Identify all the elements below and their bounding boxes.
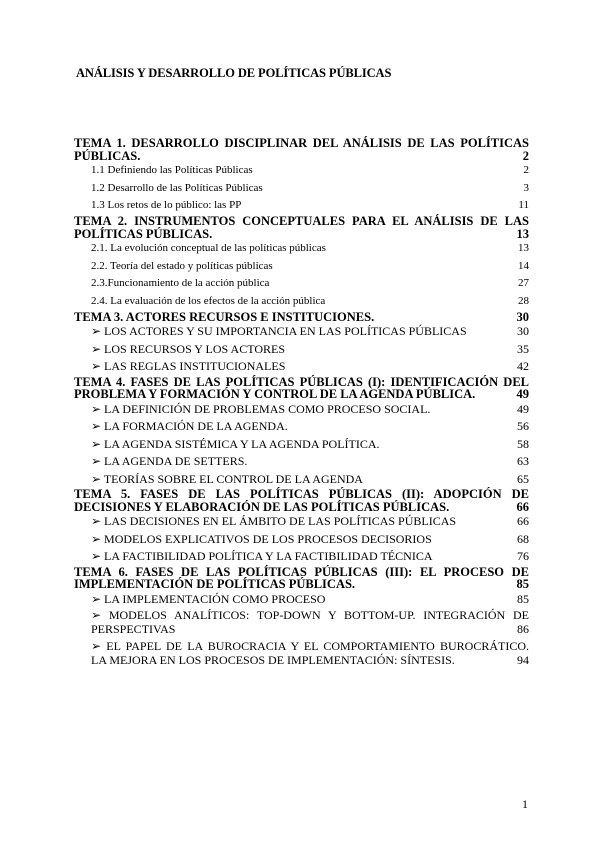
toc-item-3-3[interactable]: [74, 358, 529, 376]
item-label: 2.2. Teoría del estado y políticas públicas: [91, 259, 273, 272]
toc-item-4-4[interactable]: [74, 453, 529, 471]
item-page: 85: [517, 591, 529, 606]
item-label-line1: ➢ MODELOS ANALÍTICOS: TOP-DOWN Y BOTTOM-UP. INTEGRACIÓN DE: [91, 608, 529, 623]
toc-item-2-1[interactable]: [74, 240, 529, 258]
toc-item-3-2[interactable]: [74, 341, 529, 359]
item-label-line1: ➢ EL PAPEL DE LA BUROCRACIA Y EL COMPORTAMIENTO BUROCRÁTICO.: [91, 639, 529, 654]
item-label: 2.1. La evolución conceptual de las políticas públicas: [91, 242, 326, 255]
item-label: ➢ LA DEFINICIÓN DE PROBLEMAS COMO PROCESO SOCIAL.: [91, 401, 431, 416]
item-page: 49: [517, 401, 529, 416]
tema-2-page: 13: [516, 226, 529, 241]
toc-tema-3[interactable]: [74, 311, 529, 324]
toc-tema-5[interactable]: [74, 488, 529, 513]
tema-4-line2: PROBLEMA Y FORMACIÓN Y CONTROL DE LA AGENDA PÚBLICA.: [74, 387, 476, 402]
item-page: 27: [518, 277, 529, 290]
item-page: 63: [517, 454, 529, 469]
item-page: 94: [517, 653, 529, 668]
toc-item-2-2[interactable]: [74, 258, 529, 276]
item-label-line2: LA MEJORA EN LOS PROCESOS DE IMPLEMENTACIÓN: SÍNTESIS.: [91, 653, 455, 668]
tema-4-page: 49: [516, 387, 529, 402]
item-page: 13: [518, 242, 529, 255]
tema-6-page: 85: [516, 577, 529, 592]
document-title: ANÁLISIS Y DESARROLLO DE POLÍTICAS PÚBLICAS: [76, 66, 392, 80]
toc-tema-6[interactable]: [74, 566, 529, 591]
item-page: 11: [518, 199, 529, 212]
tema-5-line1: TEMA 5. FASES DE LAS POLÍTICAS PÚBLICAS (II): ADOPCIÓN DE: [74, 487, 529, 502]
tema-5-page: 66: [516, 499, 529, 514]
toc-item-1-2[interactable]: [74, 180, 529, 198]
toc-item-5-1[interactable]: [74, 513, 529, 531]
item-page: 86: [517, 622, 529, 637]
toc-item-5-3[interactable]: [74, 548, 529, 566]
item-page: 58: [517, 436, 529, 451]
tema-3-line1: TEMA 3. ACTORES RECURSOS E INSTITUCIONES.: [74, 309, 375, 324]
item-label: ➢ LA FORMACIÓN DE LA AGENDA.: [91, 419, 288, 434]
item-page: 56: [517, 419, 529, 434]
item-page: 2: [523, 164, 529, 176]
toc-item-5-2[interactable]: [74, 531, 529, 549]
toc-item-4-3[interactable]: [74, 436, 529, 454]
toc-tema-1[interactable]: [74, 137, 529, 162]
toc-item-2-4[interactable]: [74, 293, 529, 311]
item-label: 1.3 Los retos de lo público: las PP: [91, 199, 242, 212]
item-label: ➢ LAS REGLAS INSTITUCIONALES: [91, 359, 286, 374]
item-page: 65: [517, 471, 529, 486]
item-label: ➢ TEORÍAS SOBRE EL CONTROL DE LA AGENDA: [91, 471, 363, 486]
item-label: 1.2 Desarrollo de las Políticas Públicas: [91, 181, 263, 194]
tema-6-line1: TEMA 6. FASES DE LAS POLÍTICAS PÚBLICAS (III): EL PROCESO DE: [74, 564, 529, 579]
toc-item-6-3[interactable]: [74, 639, 529, 667]
page-number: 1: [522, 797, 528, 811]
toc-item-3-1[interactable]: [74, 323, 529, 341]
item-label: ➢ LAS DECISIONES EN EL ÁMBITO DE LAS POLÍTICAS PÚBLICAS: [91, 514, 457, 529]
toc-item-6-1[interactable]: [74, 591, 529, 609]
toc-item-1-3[interactable]: [74, 197, 529, 215]
tema-2-line2: POLÍTICAS PÚBLICAS.: [74, 226, 213, 241]
tema-1-line1: TEMA 1. DESARROLLO DISCIPLINAR DEL ANÁLISIS DE LAS POLÍTICAS: [74, 136, 529, 150]
item-page: 68: [517, 531, 529, 546]
item-label: ➢ LOS ACTORES Y SU IMPORTANCIA EN LAS POLÍTICAS PÚBLICAS: [91, 324, 467, 339]
toc-item-2-3[interactable]: [74, 275, 529, 293]
toc-tema-4[interactable]: [74, 376, 529, 401]
tema-6-line2: IMPLEMENTACIÓN DE POLÍTICAS PÚBLICAS.: [74, 577, 356, 592]
tema-1-page: 2: [522, 148, 529, 163]
item-page: 42: [517, 359, 529, 374]
tema-3-page: 30: [516, 309, 529, 324]
item-label-line2: PERSPECTIVAS: [91, 622, 176, 637]
item-page: 14: [518, 259, 529, 272]
table-of-contents: [74, 137, 529, 667]
item-label: ➢ LA IMPLEMENTACIÓN COMO PROCESO: [91, 591, 326, 606]
toc-item-4-5[interactable]: [74, 471, 529, 489]
item-page: 35: [517, 341, 529, 356]
item-label: ➢ LA FACTIBILIDAD POLÍTICA Y LA FACTIBILIDAD TÉCNICA: [91, 549, 433, 564]
item-label: 2.4. La evaluación de los efectos de la acción pública: [91, 295, 326, 308]
item-page: 3: [523, 181, 529, 194]
item-page: 76: [517, 549, 529, 564]
item-label: 2.3.Funcionamiento de la acción pública: [91, 277, 270, 290]
tema-1-line2: PÚBLICAS.: [74, 148, 141, 163]
item-page: 28: [518, 295, 529, 308]
item-label: ➢ LOS RECURSOS Y LOS ACTORES: [91, 341, 285, 356]
item-label: 1.1 Definiendo las Políticas Públicas: [91, 164, 253, 176]
toc-item-1-1[interactable]: [74, 162, 529, 180]
item-label: ➢ MODELOS EXPLICATIVOS DE LOS PROCESOS DECISORIOS: [91, 531, 432, 546]
tema-2-line1: TEMA 2. INSTRUMENTOS CONCEPTUALES PARA EL ANÁLISIS DE LAS: [74, 214, 529, 229]
tema-4-line1: TEMA 4. FASES DE LAS POLÍTICAS PÚBLICAS (I): IDENTIFICACIÓN DEL: [74, 374, 529, 389]
item-page: 30: [517, 324, 529, 339]
toc-item-6-2[interactable]: [74, 608, 529, 636]
item-label: ➢ LA AGENDA DE SETTERS.: [91, 454, 248, 469]
toc-item-4-2[interactable]: [74, 418, 529, 436]
item-page: 66: [517, 514, 529, 529]
toc-item-4-1[interactable]: [74, 401, 529, 419]
tema-5-line2: DECISIONES Y ELABORACIÓN DE LAS POLÍTICAS PÚBLICAS.: [74, 499, 450, 514]
item-label: ➢ LA AGENDA SISTÉMICA Y LA AGENDA POLÍTICA.: [91, 436, 380, 451]
toc-tema-2[interactable]: [74, 215, 529, 240]
